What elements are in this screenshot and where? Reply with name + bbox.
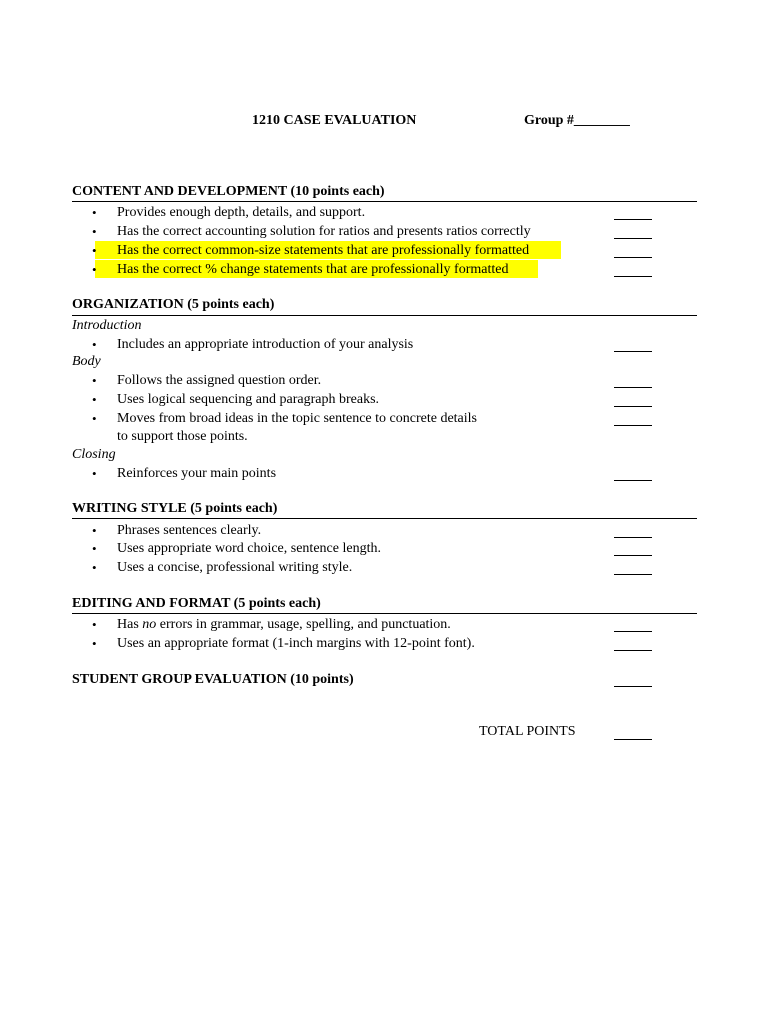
bullet-icon: • — [92, 617, 97, 632]
bullet-icon: • — [92, 224, 97, 239]
score-blank[interactable] — [614, 219, 652, 220]
score-blank[interactable] — [614, 574, 652, 575]
score-blank[interactable] — [614, 238, 652, 239]
score-blank[interactable] — [614, 631, 652, 632]
score-blank[interactable] — [614, 387, 652, 388]
subsection-label-body: Body — [72, 354, 101, 369]
bullet-icon: • — [92, 523, 97, 538]
list-item: Reinforces your main points — [117, 466, 277, 481]
document-title: 1210 CASE EVALUATION — [252, 113, 417, 128]
score-blank[interactable] — [614, 276, 652, 277]
section-heading-editing: EDITING AND FORMAT (5 points each) — [72, 596, 321, 611]
score-blank[interactable] — [614, 406, 652, 407]
section-rule — [72, 201, 697, 202]
score-blank[interactable] — [614, 537, 652, 538]
section-heading-organization: ORGANIZATION (5 points each) — [72, 297, 275, 312]
section-rule — [72, 518, 697, 519]
score-blank[interactable] — [614, 686, 652, 687]
score-blank[interactable] — [614, 555, 652, 556]
score-blank[interactable] — [614, 480, 652, 481]
score-blank[interactable] — [614, 425, 652, 426]
score-blank[interactable] — [614, 257, 652, 258]
bullet-icon: • — [92, 337, 97, 352]
list-item: Uses an appropriate format (1-inch margins with 12-point font). — [117, 636, 475, 651]
section-heading-content: CONTENT AND DEVELOPMENT (10 points each) — [72, 184, 385, 199]
bullet-icon: • — [92, 560, 97, 575]
bullet-icon: • — [92, 205, 97, 220]
section-heading-student-group: STUDENT GROUP EVALUATION (10 points) — [72, 672, 354, 687]
list-item-text: errors in grammar, usage, spelling, and punctuation. — [156, 617, 451, 632]
subsection-label-introduction: Introduction — [72, 318, 142, 333]
list-item-highlighted: Has the correct common-size statements that are professionally formatted — [117, 243, 530, 258]
list-item-highlighted: Has the correct % change statements that are professionally formatted — [117, 262, 509, 277]
list-item-emphasis: no — [142, 617, 157, 632]
list-item-text: Has — [117, 617, 143, 632]
bullet-icon: • — [92, 373, 97, 388]
list-item: Follows the assigned question order. — [117, 373, 322, 388]
bullet-icon: • — [92, 392, 97, 407]
list-item: Includes an appropriate introduction of your analysis — [117, 337, 414, 352]
list-item: Uses appropriate word choice, sentence length. — [117, 541, 381, 556]
bullet-icon: • — [92, 466, 97, 481]
list-item-continuation: to support those points. — [117, 429, 248, 444]
bullet-icon: • — [92, 411, 97, 426]
section-rule — [72, 613, 697, 614]
bullet-icon: • — [92, 243, 97, 258]
score-blank[interactable] — [614, 650, 652, 651]
list-item: Moves from broad ideas in the topic sentence to concrete details — [117, 411, 477, 426]
score-blank[interactable] — [614, 351, 652, 352]
total-points-label: TOTAL POINTS — [479, 724, 576, 739]
list-item: Has the correct accounting solution for ratios and presents ratios correctly — [117, 224, 531, 239]
bullet-icon: • — [92, 262, 97, 277]
bullet-icon: • — [92, 541, 97, 556]
bullet-icon: • — [92, 636, 97, 651]
list-item: Uses a concise, professional writing style. — [117, 560, 353, 575]
subsection-label-closing: Closing — [72, 447, 116, 462]
list-item: Provides enough depth, details, and support. — [117, 205, 366, 220]
list-item: Phrases sentences clearly. — [117, 523, 262, 538]
section-rule — [72, 315, 697, 316]
total-points-blank[interactable] — [614, 739, 652, 740]
list-item — [117, 616, 451, 633]
section-heading-writing: WRITING STYLE (5 points each) — [72, 501, 278, 516]
list-item: Uses logical sequencing and paragraph breaks. — [117, 392, 380, 407]
group-number-field[interactable]: Group #________ — [524, 113, 630, 128]
